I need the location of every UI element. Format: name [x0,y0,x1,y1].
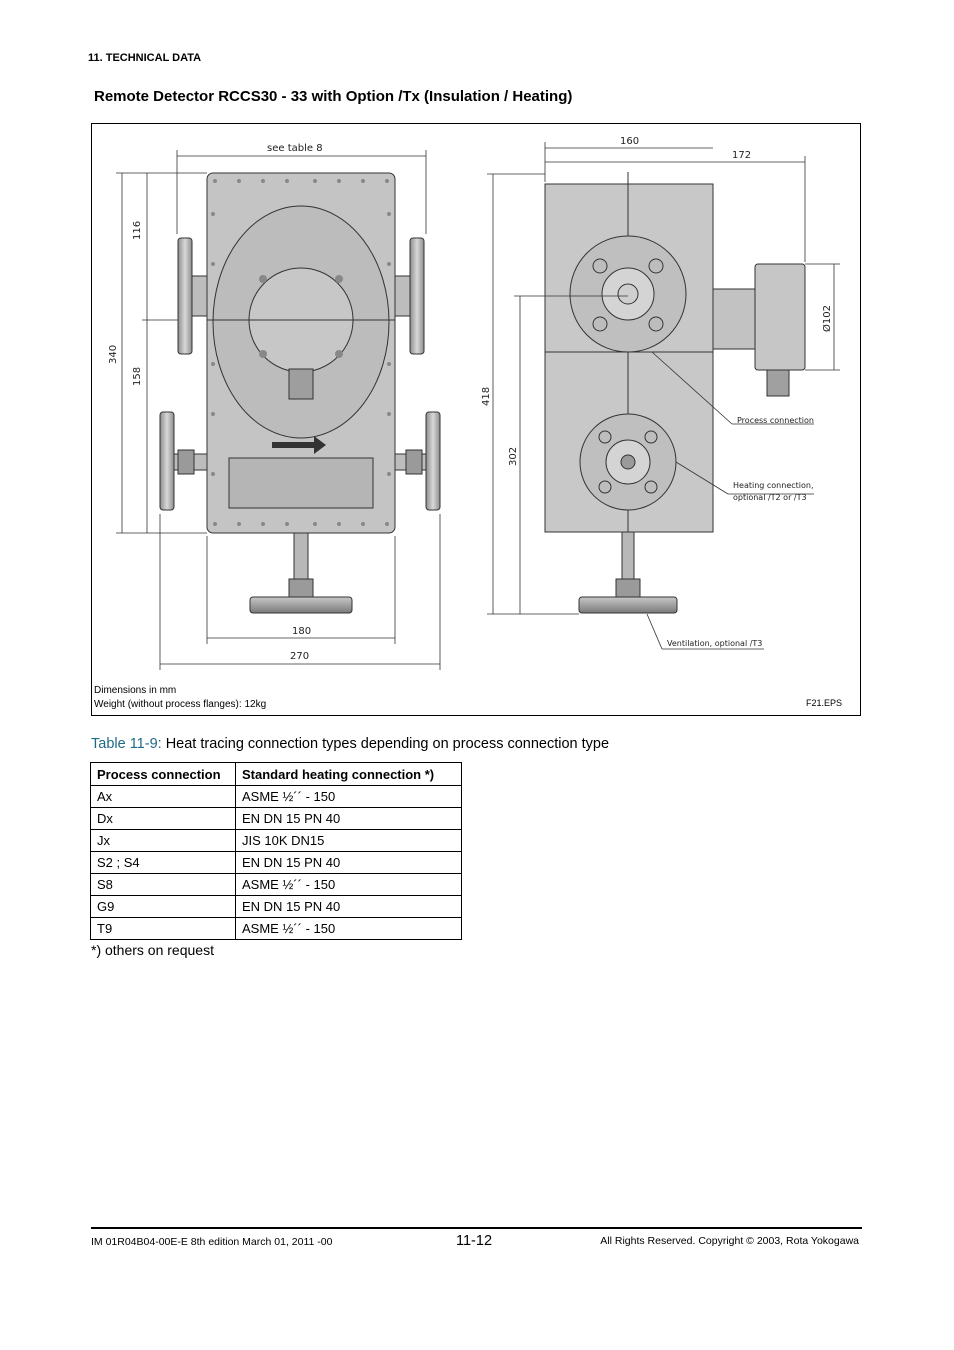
table-cell: EN DN 15 PN 40 [236,896,462,918]
footer-divider [91,1227,862,1229]
table-row [91,852,462,874]
figure-file-name: F21.EPS [805,698,842,708]
dim-158: 158 [132,366,143,386]
table-caption-number: Table 11-9: [91,736,162,752]
callout-heating-line1: Heating connection, [733,481,814,490]
dim-160: 160 [620,136,640,147]
dim-102: Ø102 [822,305,833,332]
page-number: 11-12 [456,1233,493,1249]
table-row [91,786,462,808]
table-caption [91,736,609,752]
side-view [545,172,805,613]
dim-116: 116 [132,220,143,240]
table-cell: S8 [91,874,236,896]
table-cell: Dx [91,808,236,830]
callout-heating-line2: optional /T2 or /T3 [733,493,807,502]
weight-note: Weight (without process flanges): 12kg [94,699,267,710]
table-row [91,918,462,940]
footer-doc-id: IM 01R04B04-00E-E 8th edition March 01, 2011 -00 [91,1236,333,1248]
dim-270: 270 [290,651,310,662]
dim-180: 180 [292,626,312,637]
callout-process-connection: Process connection [737,416,814,425]
table-header-cell: Standard heating connection *) [236,763,462,786]
technical-drawing [92,124,862,717]
section-heading: 11. TECHNICAL DATA [88,52,202,64]
table-row [91,896,462,918]
dim-340: 340 [108,344,119,364]
heat-tracing-table [90,762,462,940]
figure-title: Remote Detector RCCS30 - 33 with Option /Tx (Insulation / Heating) [94,88,573,105]
table-cell: JIS 10K DN15 [236,830,462,852]
table-row [91,830,462,852]
table-cell: S2 ; S4 [91,852,236,874]
table-cell: Jx [91,830,236,852]
table-cell: G9 [91,896,236,918]
dim-see-table: see table 8 [267,143,323,154]
footer-copyright: All Rights Reserved. Copyright © 2003, Rota Yokogawa [600,1235,859,1247]
dim-172: 172 [732,150,752,161]
table-caption-text: Heat tracing connection types depending on process connection type [161,736,610,752]
dim-418: 418 [481,386,492,406]
table-footnote: *) others on request [91,942,214,958]
front-view [160,173,440,613]
table-cell: ASME ½´´ - 150 [236,786,462,808]
table-cell: EN DN 15 PN 40 [236,852,462,874]
dim-302: 302 [508,446,519,466]
table-row [91,874,462,896]
callout-ventilation: Ventilation, optional /T3 [667,639,763,648]
dimension-drawing [91,123,861,716]
table-cell: EN DN 15 PN 40 [236,808,462,830]
table-header-row [91,763,462,786]
table-cell: ASME ½´´ - 150 [236,918,462,940]
table-header-cell: Process connection [91,763,236,786]
units-note: Dimensions in mm [94,685,177,696]
table-row [91,808,462,830]
table-cell: ASME ½´´ - 150 [236,874,462,896]
table-cell: T9 [91,918,236,940]
table-cell: Ax [91,786,236,808]
